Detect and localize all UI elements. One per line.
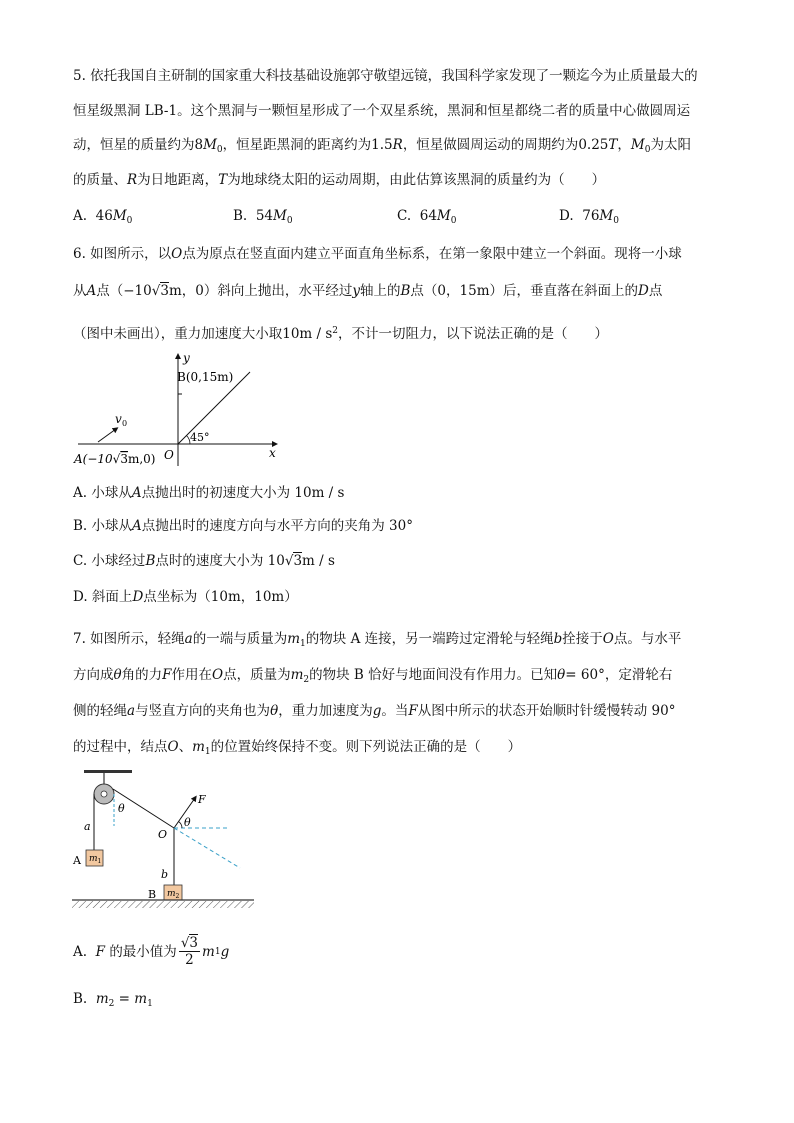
ceiling: [84, 770, 132, 773]
origin-label: O: [164, 448, 174, 462]
block-b-mass: $m_2$: [167, 889, 180, 900]
v0-subscript: 0: [122, 419, 128, 428]
q7-option-a[interactable]: A. F 的最小值为 √3 2 m 1 g: [73, 935, 230, 968]
q5-option-c[interactable]: C. $64M_0$: [397, 208, 457, 226]
angle-label: 45°: [190, 431, 210, 444]
diagonal-dashed: [174, 828, 240, 868]
node-o-label: O: [158, 828, 168, 841]
x-axis-label: x: [269, 446, 276, 460]
q6-option-c[interactable]: C. 小球经过B点时的速度大小为 10√3m / s: [73, 553, 335, 569]
q6-option-d[interactable]: D. 斜面上D点坐标为（10m，10m）: [73, 589, 298, 605]
q6-line-1: 6. 如图所示，以O点为原点在竖直面内建立平面直角坐标系，在第一象限中建立一个斜面。现将一小球: [73, 246, 682, 262]
block-a-mass: $m_1$: [89, 854, 102, 865]
rope-a-label: a: [84, 820, 91, 833]
q6-coordinate-figure: [70, 350, 285, 472]
theta-label-o: θ: [184, 816, 191, 829]
point-a-label: A(−10√3m,0): [74, 452, 156, 466]
q5-line-3: 动，恒星的质量约为$8M_0$，恒星距黑洞的距离约为1.5R，恒星做圆周运动的周期约为0.25T，$M_0$为太阳: [73, 137, 691, 155]
rope-b-label: b: [161, 868, 169, 881]
q5-line-1: 5. 依托我国自主研制的国家重大科技基础设施郭守敬望远镜，我国科学家发现了一颗迄今为止质量最大的: [73, 68, 698, 84]
pulley-axle: [101, 791, 107, 797]
ground-hatch: [72, 901, 254, 908]
force-f-label: F: [198, 793, 206, 806]
q7-line-4: 的过程中，结点O、$m_1$的位置始终保持不变。则下列说法正确的是（ ）: [73, 739, 522, 757]
q7-line-1: 7. 如图所示，轻绳a的一端与质量为$m_1$的物块 A 连接，另一端跨过定滑轮与轻绳b拴接于O点。与水平: [73, 631, 682, 649]
q6-option-a[interactable]: A. 小球从A点抛出时的初速度大小为 10m / s: [73, 485, 345, 501]
q5-line-4: 的质量、R为日地距离，T为地球绕太阳的运动周期，由此估算该黑洞的质量约为（ ）: [73, 172, 606, 188]
q5-option-a[interactable]: A. $46M_0$: [73, 208, 133, 226]
q5-line-2: 恒星级黑洞 LB-1。这个黑洞与一颗恒星形成了一个双星系统，黑洞和恒星都绕二者的质量中心做圆周运: [73, 103, 691, 119]
q7-option-b[interactable]: B. $m_2 = m_1$: [73, 991, 153, 1009]
q6-line-3: （图中未画出），重力加速度大小取$10m / s^2$，不计一切阻力，以下说法正确的是（ ）: [73, 326, 609, 342]
v0-arrow: [98, 429, 116, 442]
q7-pulley-figure: [70, 768, 260, 914]
q7-line-3: 侧的轻绳a与竖直方向的夹角也为θ，重力加速度为g。当F从图中所示的状态开始顺时针缓慢转动 90°: [73, 703, 676, 719]
angle-arc-o: [179, 822, 183, 829]
v0-label: v: [115, 412, 122, 426]
block-b-label: B: [148, 888, 157, 901]
block-a-label: A: [73, 854, 81, 867]
point-b-label: B(0,15m): [177, 370, 234, 384]
q6-option-b[interactable]: B. 小球从A点抛出时的速度方向与水平方向的夹角为 30°: [73, 518, 413, 534]
y-axis-label: y: [183, 351, 190, 365]
theta-label-pulley: θ: [118, 802, 125, 815]
q6-line-2: 从A点（−10√3m，0）斜向上抛出，水平经过y轴上的B点（0，15m）后，垂直落在斜面上的D点: [73, 283, 663, 299]
fraction: √3 2: [180, 935, 199, 968]
q5-option-d[interactable]: D. $76M_0$: [559, 208, 619, 226]
q7-line-2: 方向成θ角的力F作用在O点，质量为$m_2$的物块 B 恰好与地面间没有作用力。已知θ= 60°，定滑轮右: [73, 667, 673, 685]
q5-option-b[interactable]: B. $54M_0$: [233, 208, 293, 226]
